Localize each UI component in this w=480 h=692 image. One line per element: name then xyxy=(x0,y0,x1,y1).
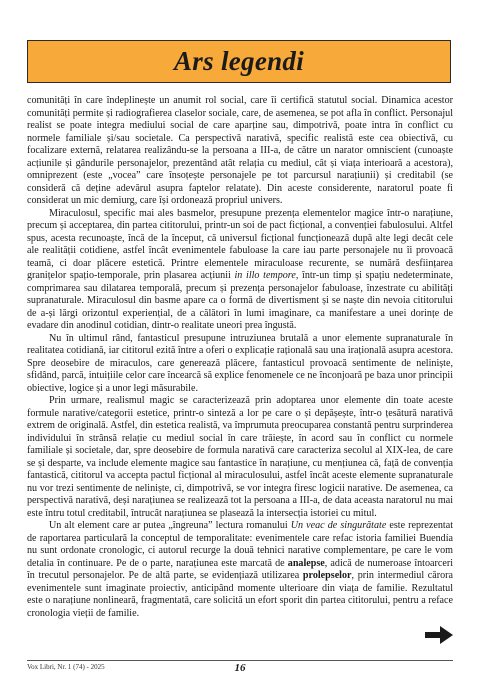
paragraph-magic-realism: Prin urmare, realismul magic se caracterizează prin adoptarea unor elemente din toate aceste formule narative/categorii estetice, printr-o sinteză a lor pe care o și depășește, într-o țesătură narativă extrem de originală. Astfel, din estetica realistă, va împrumuta preocuparea constantă pentru surprinderea individului în strânsă relație cu mediul social în care trăiește, în acord sau în conflict cu normele familiale și societale, dar, spre deosebire de formula narativă care caracteriza secolul al XIX-lea, de care se și desparte, va include elemente magice sau fantastice în narațiune, cu mențiunea că, față de convenția fantastică, cititorul va accepta pactul ficțional al miraculosului, astfel încât aceste elemente supranaturale nu vor trezi sentimente de neliniște, ci, dimpotrivă, se vor integra firesc logicii narative. De asemenea, ca perspectivă narativă, deși narațiunea se realizează tot la persoana a III-a, de data aceasta naratorul nu mai este întru totul creditabil, întrucât narațiunea se plasează la intersecția istoriei cu mitul. xyxy=(27,395,453,519)
book-title: Un veac de singurătate xyxy=(290,520,387,531)
text-run: , prin intermediul cărora evenimentele sunt imaginate proiectiv, anticipând momente ulterioare din viața de familie. Rezultatul este o narațiune nonlineară, fragmentată, care solicită un efort sporit din partea cititorului, pentru a reface cronologia vieții de familie. xyxy=(27,570,454,619)
right-arrow-icon[interactable] xyxy=(425,626,453,644)
article-body xyxy=(27,95,453,620)
paragraph-temporality xyxy=(27,520,453,620)
paragraph-realism: comunități în care îndeplinește un anumit rol social, care îi certifică statutul social. Dinamica acestor comunități permite și radiografierea claselor sociale, care, de asemenea, se pot afla în conflict. Personajul realist se poate integra mediului social de care aparține sau, dimpotrivă, poate intra în conflict cu normele familiale și/sau societale. Ca perspectivă narativă, specific realistă este cea obiectivă, cu focalizare externă, relatarea realizându-se la persoana a III-a, de către un narator omniscient (cunoaște acțiunile și gândurile personajelor, prezentând atât relația cu mediul, cât și viața interioară a acestora), omniprezent (este „vocea” care însoțește personajele pe tot parcursul narațiunii) și creditabil (se consideră că deține adevărul asupra faptelor relatate). Din aceste considerente, naratorul poate fi considerat un mic demiurg, care își ordonează propriul univers. xyxy=(27,95,453,206)
section-title: Ars legendi xyxy=(173,46,305,76)
text-run: , adică de numeroase întoarceri în trecutul personajelor. Pe de altă parte, se evidențiază utilizarea xyxy=(27,557,453,581)
bold-term-prolepse: prolepselor xyxy=(302,570,352,581)
page-footer xyxy=(27,650,453,672)
text-run: , într-un timp și spațiu nedeterminate, comprimarea sau dilatarea temporală, precum și prezența personajelor fabuloase, înzestrate cu abilități supranaturale. Miraculosul din basme apare ca o formă de divertisment și se naște din nevoia cititorului de a-și lărgi orizontul experiențial, de a călători în lumi imaginare, ca manifestare a unei dorințe de evadare din anodinul cotidian, dintr-o realitate uneori prea îngustă. xyxy=(27,270,453,331)
italic-term: in illo tempore xyxy=(234,270,296,281)
text-run: Miraculosul, specific mai ales basmelor, presupune prezența elementelor magice într-o narațiune, precum și acceptarea, din partea cititorului, printr-un soi de pact ficțional, a convenției fabulosului. Altfel spus, acesta recunoaște, încă de la început, că universul ficțional funcționează după alte legi decât cele ale realității cotidiene, astfel încât evenimentele fabuloase la care iau parte personajele nu îi provoacă teamă, ci doar plăcere estetică. Printre elementele miraculoase recurente, se numără desființarea granițelor spațio-temporale, prin plasarea acțiunii xyxy=(27,207,453,281)
paragraph-fantastic: Nu în ultimul rând, fantasticul presupune intruziunea brutală a unor elemente supranaturale în realitatea cotidiană, iar cititorul ezită între a oferi o explicație rațională sau una irațională asupra acestora. Spre deosebire de miraculos, care generează plăcere, fantasticul provoacă sentimente de neliniște, sfidând, parcă, intuițiile celor care încearcă să explice fenomenele ce ne înconjoară pe baza unor principii obiective, logice și a unor legi măsurabile. xyxy=(27,332,453,394)
footer-divider xyxy=(27,660,453,661)
text-run: este reprezentat de raportarea particulară la conceptul de temporalitate: evenimentele care refac istoria familiei Buendía nu sunt ordonate cronologic, ci autorul recurge la două tehnici narative complementare, pe care le vom detalia în continuare. Pe de o parte, narațiunea este marcată de xyxy=(27,520,453,569)
journal-issue: Vox Libri, Nr. 1 (74) - 2025 xyxy=(27,663,105,671)
page-number: 16 xyxy=(234,662,246,674)
text-run: Un alt element care ar putea „îngreuna” lectura romanului xyxy=(49,520,291,531)
paragraph-miraculous xyxy=(27,208,453,333)
bold-term-analepse: analepse xyxy=(287,557,325,569)
section-banner xyxy=(27,40,451,83)
